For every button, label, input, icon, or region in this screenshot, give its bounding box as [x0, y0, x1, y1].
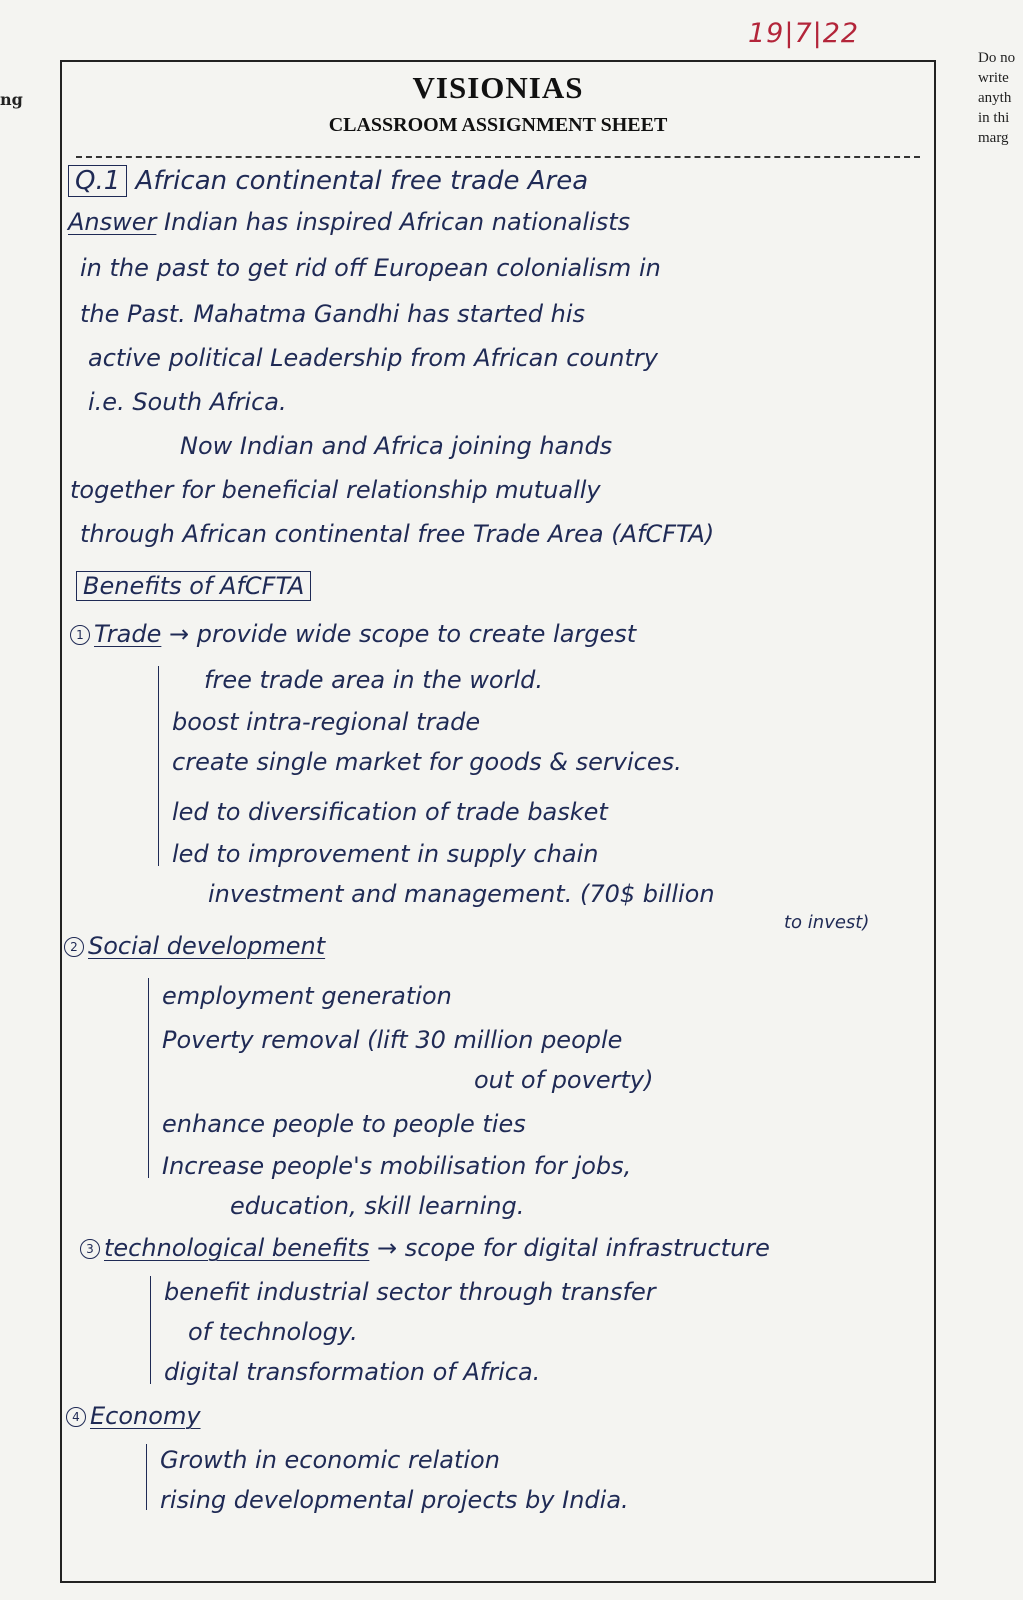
section-bracket	[158, 666, 159, 866]
section-title: Economy	[90, 1402, 201, 1430]
question-heading	[68, 166, 588, 196]
margin-note-line: marg	[978, 130, 1009, 146]
section-social-heading	[64, 932, 325, 960]
section-tech-heading: 3 technological benefits → scope for digital infrastructure	[80, 1234, 770, 1262]
section-bracket	[148, 978, 149, 1178]
margin-note	[978, 48, 1023, 148]
list-item: led to diversification of trade basket	[172, 798, 608, 826]
margin-note-line: in thi	[978, 110, 1010, 126]
list-item: create single market for goods & services.	[172, 748, 682, 776]
section-number: 4	[66, 1407, 86, 1427]
section-trade-heading: 1 Trade → provide wide scope to create largest	[70, 620, 636, 648]
margin-note-line: write	[978, 70, 1009, 86]
left-edge-text: ng	[0, 90, 23, 109]
list-item: enhance people to people ties	[162, 1110, 526, 1138]
question-label: Q.1	[68, 165, 127, 197]
para-line: Now Indian and Africa joining hands	[180, 432, 613, 460]
intro-line: Answer Indian has inspired African nationalists	[68, 208, 631, 236]
section-economy-heading	[66, 1402, 201, 1430]
list-item-cont: of technology.	[188, 1318, 358, 1346]
intro-line: in the past to get rid off European colonialism in	[80, 254, 661, 282]
list-item: boost intra-regional trade	[172, 708, 481, 736]
margin-note-line: anyth	[978, 90, 1012, 106]
list-item-cont: investment and management. (70$ billion	[208, 880, 715, 908]
list-item-cont: education, skill learning.	[230, 1192, 525, 1220]
section-trade-cont: free trade area in the world.	[204, 666, 543, 694]
section-bracket	[150, 1276, 151, 1384]
section-number: 2	[64, 937, 84, 957]
list-item: digital transformation of Africa.	[164, 1358, 541, 1386]
list-item: led to improvement in supply chain	[172, 840, 599, 868]
list-item-cont: out of poverty)	[474, 1066, 654, 1094]
intro-line: active political Leadership from African country	[88, 344, 658, 372]
margin-note-line: Do no	[978, 50, 1016, 66]
sheet-subtitle: CLASSROOM ASSIGNMENT SHEET	[328, 114, 668, 136]
intro-line: i.e. South Africa.	[88, 388, 287, 416]
list-item: benefit industrial sector through transfer	[164, 1278, 656, 1306]
question-title: African continental free trade Area	[135, 166, 589, 196]
handwritten-date: 19|7|22	[748, 18, 860, 49]
intro-line: the Past. Mahatma Gandhi has started his	[80, 300, 586, 328]
section-number: 3	[80, 1239, 100, 1259]
answer-label: Answer	[68, 208, 157, 236]
side-note: to invest)	[784, 912, 870, 933]
section-bracket	[146, 1444, 147, 1510]
list-item: employment generation	[162, 982, 452, 1010]
list-item: rising developmental projects by India.	[160, 1486, 629, 1514]
list-item: Poverty removal (lift 30 million people	[162, 1026, 623, 1054]
section-title: technological benefits	[104, 1234, 370, 1262]
header-divider	[76, 156, 920, 158]
section-title: Social development	[88, 932, 326, 960]
para-line: together for beneficial relationship mutually	[70, 476, 601, 504]
list-item: Increase people's mobilisation for jobs,	[162, 1152, 632, 1180]
para-line: through African continental free Trade Area (AfCFTA)	[80, 520, 715, 548]
benefits-heading: Benefits of AfCFTA	[76, 572, 311, 600]
list-item: Growth in economic relation	[160, 1446, 500, 1474]
brand-title: VISIONIAS	[412, 70, 584, 105]
section-title: Trade	[94, 620, 162, 648]
section-number: 1	[70, 625, 90, 645]
assignment-sheet	[60, 60, 936, 1583]
